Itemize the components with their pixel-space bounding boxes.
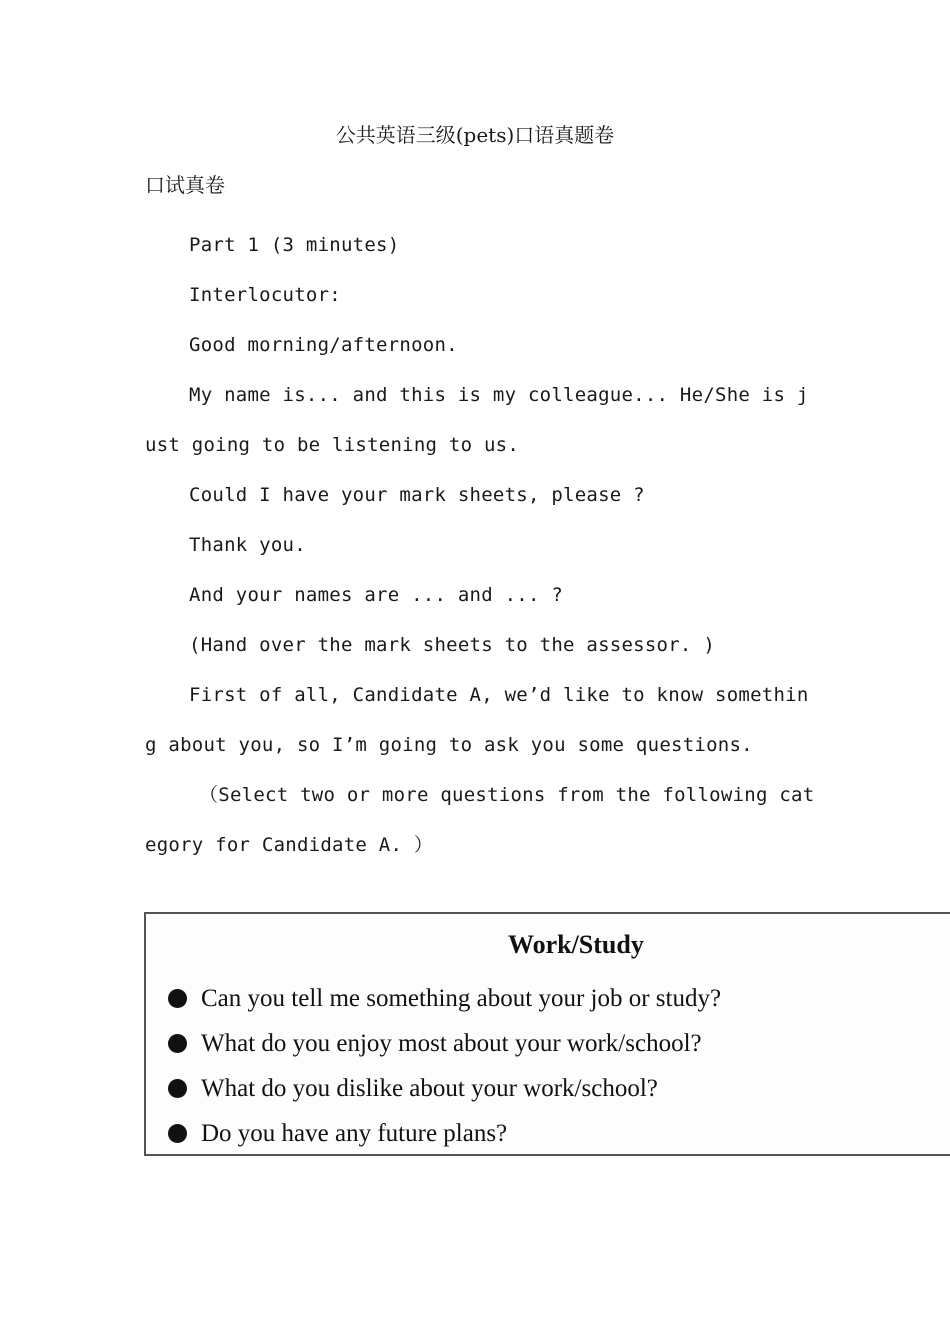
- question-text: What do you dislike about your work/school?: [201, 1074, 658, 1102]
- paragraph-greeting: Good morning/afternoon.: [189, 334, 458, 356]
- paragraph-instruction-select: （Select two or more questions from the following category for Candidate A. ）: [145, 784, 815, 856]
- paragraph-thanks: Thank you.: [189, 534, 306, 556]
- paragraph-part-heading: Part 1 (3 minutes): [189, 234, 400, 256]
- paragraph-instruction-hand-over: (Hand over the mark sheets to the assessor. ): [189, 634, 716, 656]
- question-text: Do you have any future plans?: [201, 1119, 508, 1147]
- question-list: [168, 976, 721, 1156]
- question-item: [168, 1111, 721, 1156]
- bullet-icon: [168, 989, 187, 1008]
- question-box-title: Work/Study: [508, 930, 644, 959]
- document-title: 公共英语三级(pets)口语真题卷: [335, 123, 615, 147]
- question-item: [168, 976, 721, 1021]
- paragraph-interlocutor-label: Interlocutor:: [189, 284, 341, 306]
- bullet-icon: [168, 1079, 187, 1098]
- section-heading: 口试真卷: [145, 173, 225, 197]
- document-body: [145, 220, 817, 870]
- paragraph-introduction: My name is... and this is my colleague... He/She is just going to be listening to us.: [145, 384, 809, 456]
- question-text: Can you tell me something about your job or study?: [201, 984, 722, 1012]
- question-box: [144, 912, 950, 1156]
- question-item: [168, 1021, 721, 1066]
- paragraph-names-question: And your names are ... and ... ?: [189, 584, 564, 606]
- paragraph-candidate-intro: First of all, Candidate A, we’d like to know something about you, so I’m going to ask you some questions.: [145, 684, 809, 756]
- bullet-icon: [168, 1034, 187, 1053]
- paragraph-mark-sheets-request: Could I have your mark sheets, please ?: [189, 484, 645, 506]
- question-text: What do you enjoy most about your work/school?: [201, 1029, 702, 1057]
- question-item: [168, 1066, 721, 1111]
- bullet-icon: [168, 1124, 187, 1143]
